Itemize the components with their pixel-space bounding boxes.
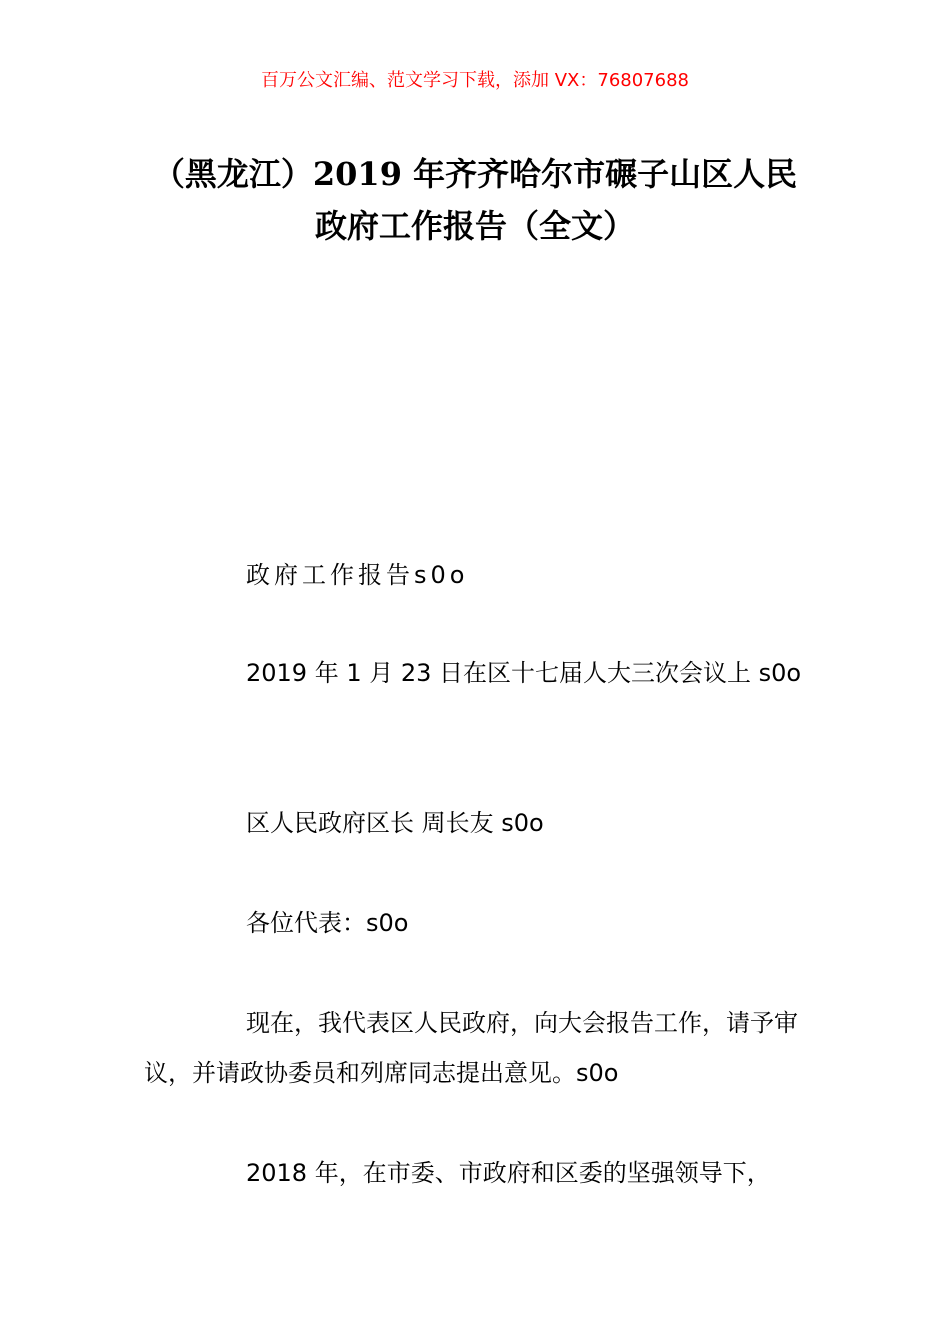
document-title: （黑龙江）2019 年齐齐哈尔市碾子山区人民政府工作报告（全文） bbox=[152, 155, 798, 245]
paragraph-salutation: 各位代表：s0o bbox=[246, 909, 409, 937]
paragraph-meeting-date: 2019 年 1 月 23 日在区十七届人大三次会议上 s0o bbox=[246, 659, 802, 687]
paragraph-intro: 现在，我代表区人民政府，向大会报告工作，请予审议，并请政协委员和列席同志提出意见。s0o bbox=[144, 1009, 798, 1087]
paragraph-report-heading: 政府工作报告s0o bbox=[246, 561, 469, 589]
paragraph-speaker: 区人民政府区长 周长友 s0o bbox=[246, 809, 544, 837]
promo-banner: 百万公文汇编、范文学习下载，添加 VX：76807688 bbox=[261, 70, 689, 91]
paragraph-2018-review: 2018 年，在市委、市政府和区委的坚强领导下， bbox=[246, 1159, 771, 1187]
